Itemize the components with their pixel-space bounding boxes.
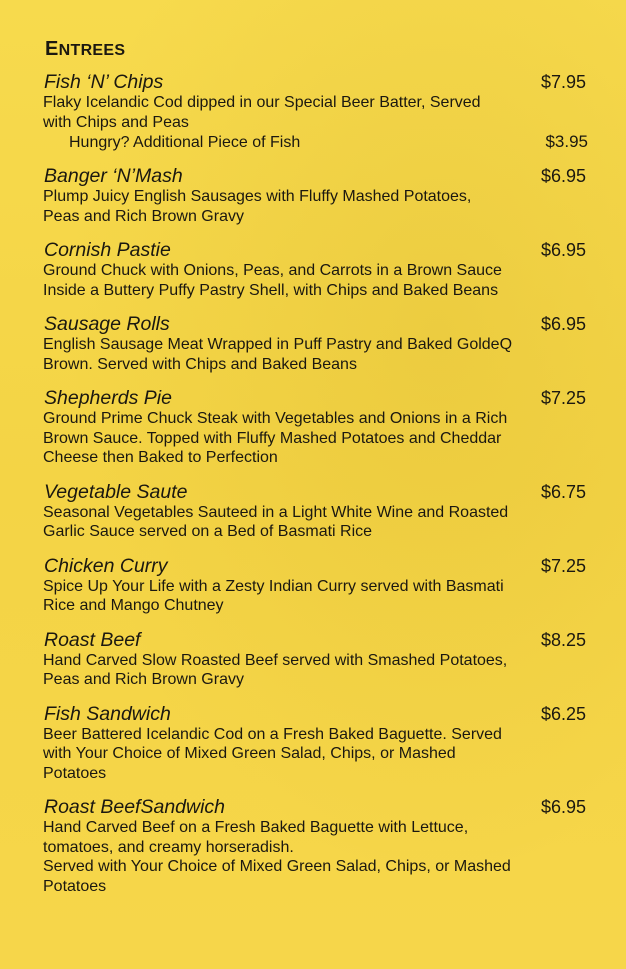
item-price: $6.95	[540, 240, 586, 260]
item-description: Hand Carved Beef on a Fresh Baked Baguette with Lettuce, tomatoes, and creamy horseradish.	[43, 819, 469, 856]
menu-item-vegetable-saute	[42, 481, 586, 542]
item-name: Roast BeefSandwich	[44, 796, 226, 818]
menu-item-roast-beef-sandwich	[42, 796, 586, 896]
menu-item-shepherds-pie	[42, 387, 586, 468]
item-name: Fish Sandwich	[44, 702, 171, 725]
item-price: $6.95	[540, 314, 586, 334]
item-price: $7.25	[540, 388, 586, 408]
item-price: $8.25	[540, 629, 586, 650]
item-name: Vegetable Saute	[44, 480, 188, 503]
item-name: Chicken Curry	[44, 554, 168, 577]
addon-row	[42, 132, 586, 153]
item-description: Beer Battered Icelandic Cod on a Fresh Baked Baguette. Served with Your Choice of Mixed Green Salad, Chips, or Mashed Potatoes	[43, 725, 502, 782]
item-description: Spice Up Your Life with a Zesty Indian Curry served with Basmati Rice and Mango Chutney	[43, 577, 504, 614]
item-description-continued: Served with Your Choice of Mixed Green Salad, Chips, or Mashed Potatoes	[43, 858, 511, 895]
item-description: Ground Prime Chuck Steak with Vegetables and Onions in a Rich Brown Sauce. Topped with Fluffy Mashed Potatoes and Cheddar Cheese then Baked to Perfection	[43, 410, 508, 466]
item-name: Roast Beef	[44, 628, 141, 651]
menu-item-cornish-pastie	[42, 239, 586, 300]
item-price: $7.25	[540, 555, 586, 576]
item-description: Hand Carved Slow Roasted Beef served with Smashed Potatoes, Peas and Rich Brown Gravy	[43, 651, 508, 688]
item-description: Seasonal Vegetables Sauteed in a Light White Wine and Roasted Garlic Sauce served on a Bed of Basmati Rice	[43, 503, 509, 540]
item-price: $6.75	[540, 481, 586, 502]
item-description: English Sausage Meat Wrapped in Puff Pastry and Baked GoldeQ Brown. Served with Chips and Baked Beans	[43, 336, 513, 373]
item-price: $6.95	[540, 797, 586, 817]
item-name: Shepherds Pie	[44, 387, 172, 409]
item-name: Banger ‘N’Mash	[44, 165, 183, 187]
item-price: $7.95	[540, 72, 586, 92]
item-description: Ground Chuck with Onions, Peas, and Carrots in a Brown Sauce Inside a Buttery Puffy Pastry Shell, with Chips and Baked Beans	[43, 262, 502, 299]
addon-label: Hungry? Additional Piece of Fish	[69, 134, 301, 151]
menu-item-fish-sandwich	[42, 703, 586, 784]
item-name: Fish ‘N’ Chips	[44, 71, 164, 93]
item-description: Flaky Icelandic Cod dipped in our Special Beer Batter, Served with Chips and Peas	[43, 94, 481, 131]
item-name: Cornish Pastie	[44, 239, 171, 261]
menu-item-fish-n-chips	[42, 71, 586, 153]
menu-item-banger-n-mash	[42, 165, 586, 226]
menu-item-roast-beef	[42, 629, 586, 690]
menu-item-sausage-rolls	[42, 313, 586, 374]
section-title: ENTREES	[45, 38, 126, 60]
item-name: Sausage Rolls	[44, 313, 170, 335]
menu-item-chicken-curry	[42, 555, 586, 616]
item-price: $6.25	[540, 703, 586, 724]
item-description: Plump Juicy English Sausages with Fluffy Mashed Potatoes, Peas and Rich Brown Gravy	[43, 188, 472, 225]
item-price: $6.95	[540, 166, 586, 186]
addon-price: $3.95	[545, 132, 588, 151]
